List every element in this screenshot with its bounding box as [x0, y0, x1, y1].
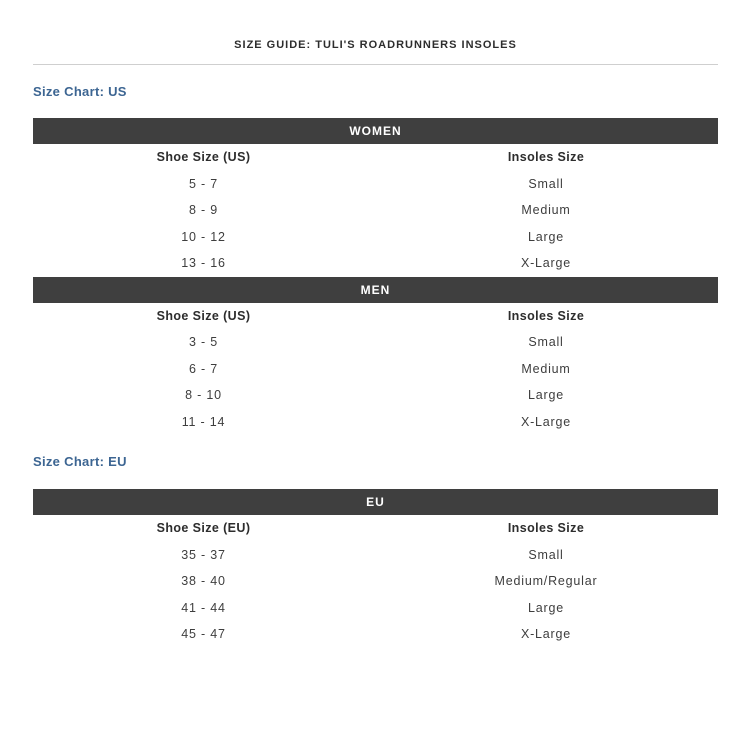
column-header-shoe-size: Shoe Size (US): [156, 308, 251, 323]
table-row: [33, 542, 718, 569]
insole-size-cell: Small: [528, 335, 564, 349]
shoe-size-cell: 8 - 10: [185, 388, 222, 402]
shoe-size-cell: 13 - 16: [181, 256, 226, 270]
table-row: [33, 171, 718, 198]
shoe-size-cell: 10 - 12: [181, 229, 226, 244]
shoe-size-cell: 11 - 14: [181, 414, 226, 429]
insole-size-cell: Small: [528, 176, 564, 191]
women-group-header: WOMEN: [33, 118, 718, 144]
insole-size-cell: X-Large: [520, 414, 572, 429]
table-header-row: [33, 144, 718, 171]
table-row: [33, 356, 718, 383]
shoe-size-cell: 3 - 5: [188, 335, 218, 349]
shoe-size-cell: 5 - 7: [188, 176, 218, 191]
insole-size-cell: Large: [528, 600, 564, 615]
insole-size-cell: Medium: [521, 361, 571, 376]
table-row: [33, 409, 718, 436]
shoe-size-cell: 35 - 37: [181, 547, 226, 562]
column-header-shoe-size: Shoe Size (US): [156, 150, 251, 164]
table-row: [33, 595, 718, 622]
page-title: SIZE GUIDE: TULI'S ROADRUNNERS INSOLES: [33, 0, 718, 65]
insole-size-cell: X-Large: [520, 627, 572, 641]
us-chart-label: Size Chart: US: [33, 84, 127, 99]
shoe-size-cell: 45 - 47: [181, 627, 226, 641]
insole-size-cell: Large: [528, 388, 564, 402]
table-header-row: [33, 515, 718, 542]
column-header-insoles-size: Insoles Size: [507, 150, 585, 164]
shoe-size-cell: 6 - 7: [188, 361, 218, 376]
table-row: [33, 329, 718, 356]
shoe-size-cell: 38 - 40: [181, 574, 226, 588]
table-row: [33, 568, 718, 595]
table-row: [33, 197, 718, 224]
eu-size-table: [33, 489, 718, 648]
shoe-size-cell: 41 - 44: [181, 600, 226, 615]
eu-group-header: EU: [33, 489, 718, 515]
insole-size-cell: Small: [528, 547, 564, 562]
insole-size-cell: Medium/Regular: [494, 574, 598, 588]
table-header-row: [33, 303, 718, 330]
eu-chart-label: Size Chart: EU: [33, 454, 127, 469]
table-row: [33, 224, 718, 251]
column-header-insoles-size: Insoles Size: [507, 308, 585, 323]
men-group-header: MEN: [33, 277, 718, 303]
table-row: [33, 621, 718, 648]
insole-size-cell: Large: [528, 229, 564, 244]
size-guide-modal: [33, 0, 718, 648]
insole-size-cell: X-Large: [520, 256, 572, 270]
shoe-size-cell: 8 - 9: [188, 203, 218, 217]
column-header-insoles-size: Insoles Size: [507, 521, 585, 535]
column-header-shoe-size: Shoe Size (EU): [156, 521, 251, 535]
us-size-table: [33, 118, 718, 435]
table-row: [33, 382, 718, 409]
table-row: [33, 250, 718, 277]
insole-size-cell: Medium: [521, 203, 571, 217]
